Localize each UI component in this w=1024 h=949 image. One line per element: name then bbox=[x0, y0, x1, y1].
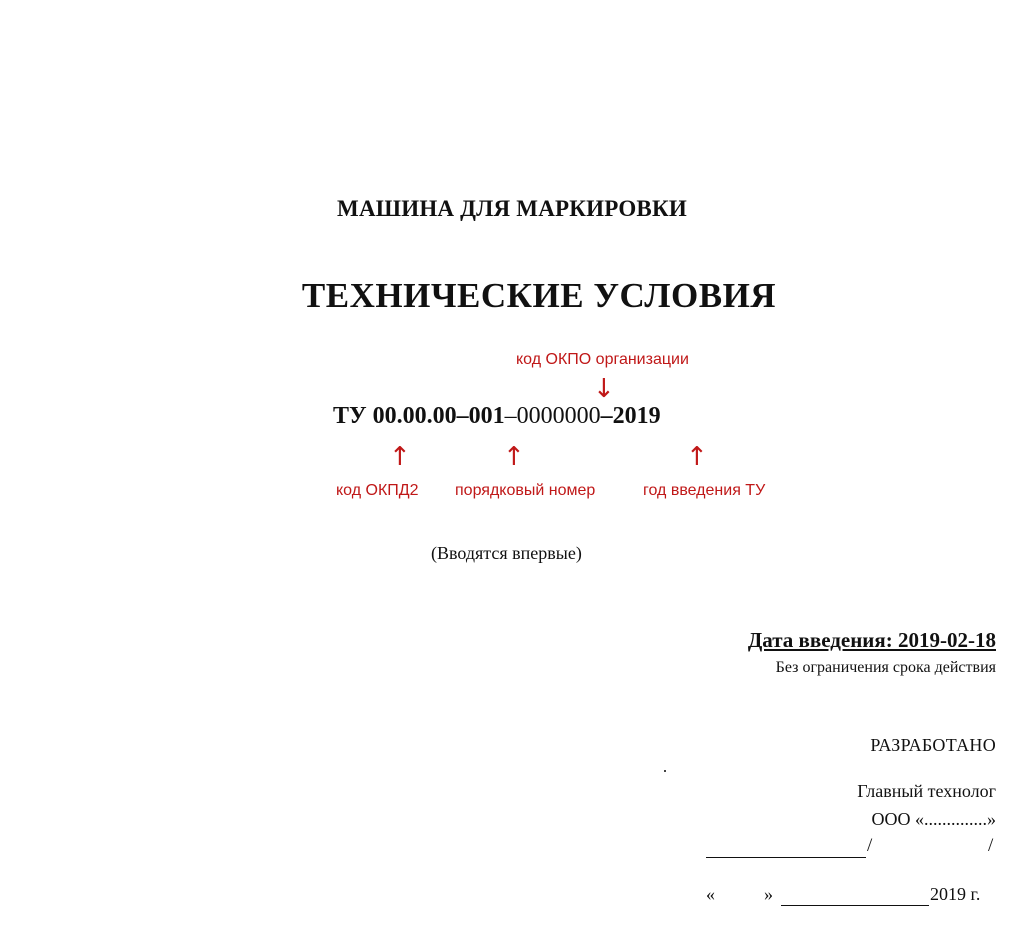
annotation-serial: порядковый номер bbox=[455, 482, 596, 499]
tu-serial: 001 bbox=[468, 403, 505, 429]
tu-year: 2019 bbox=[612, 403, 661, 429]
arrow-down-icon: ↓ bbox=[593, 374, 615, 404]
annotation-okpo: код ОКПО организации bbox=[516, 351, 689, 368]
tu-dash-3: – bbox=[600, 403, 613, 429]
signature-slash: / bbox=[867, 835, 873, 856]
position-title: Главный технолог bbox=[857, 781, 996, 801]
tu-dash-2: – bbox=[504, 403, 517, 429]
intro-note: (Вводятся впервые) bbox=[431, 543, 582, 563]
product-name: МАШИНА ДЛЯ МАРКИРОВКИ bbox=[337, 196, 687, 221]
annotation-year: год введения ТУ bbox=[643, 482, 766, 499]
year-suffix: 2019 г. bbox=[930, 884, 981, 904]
quote-close: » bbox=[764, 884, 773, 904]
stray-dot bbox=[664, 770, 666, 772]
developed-heading: РАЗРАБОТАНО bbox=[870, 735, 996, 755]
tu-okpo: 0000000 bbox=[516, 403, 601, 429]
arrow-up-icon: ↑ bbox=[686, 442, 708, 472]
tu-prefix: ТУ bbox=[333, 403, 373, 429]
document-type-title: ТЕХНИЧЕСКИЕ УСЛОВИЯ bbox=[301, 276, 777, 315]
quote-open: « bbox=[706, 884, 715, 904]
arrow-up-icon: ↑ bbox=[503, 442, 525, 472]
date-line bbox=[781, 905, 929, 906]
intro-date: Дата введения: 2019-02-18 bbox=[747, 628, 996, 652]
validity-note: Без ограничения срока действия bbox=[775, 659, 996, 676]
organization-name: ООО «..............» bbox=[871, 809, 996, 829]
signature-slash: / bbox=[988, 835, 994, 856]
annotation-okpd2: код ОКПД2 bbox=[336, 482, 419, 499]
tu-dash-1: – bbox=[456, 403, 469, 429]
signature-line bbox=[706, 857, 866, 858]
tu-code bbox=[333, 403, 661, 430]
tu-okpd2: 00.00.00 bbox=[372, 403, 457, 429]
arrow-up-icon: ↑ bbox=[389, 442, 411, 472]
